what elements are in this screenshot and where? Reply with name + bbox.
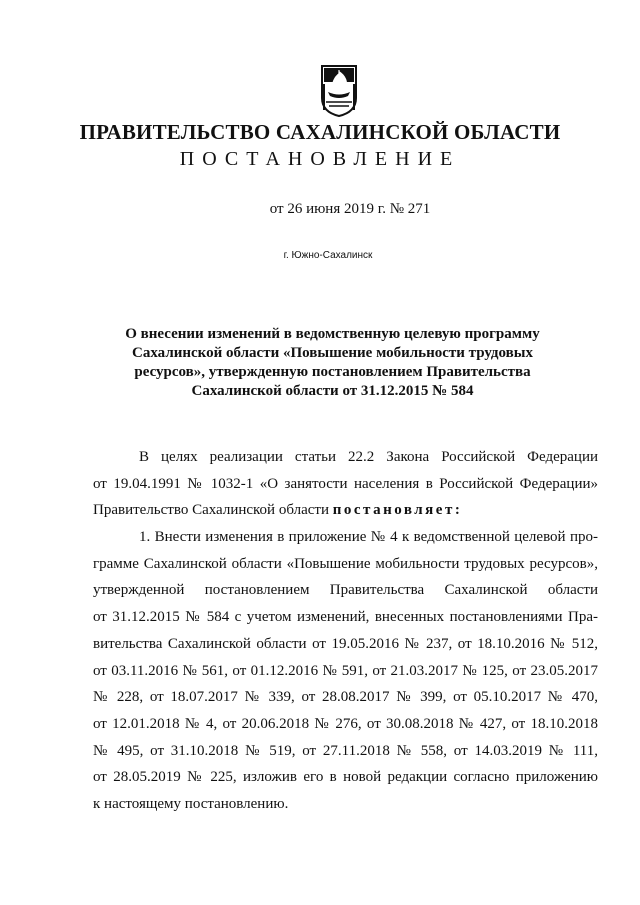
item1-line: от 31.12.2015 № 584 с учетом изменений, внесенных постановлениями Пра-: [93, 609, 598, 626]
decree-word: постановляет:: [332, 502, 463, 519]
subject-line: Сахалинской области «Повышение мобильности трудовых: [132, 345, 533, 361]
resolution-subject: [120, 325, 545, 401]
intro-line: от 19.04.1991 № 1032-1 «О занятости населения в Российской Федерации»: [93, 475, 598, 492]
item1-line: утвержденной постановлением Правительства Сахалинской области: [93, 582, 598, 599]
government-title: ПРАВИТЕЛЬСТВО САХАЛИНСКОЙ ОБЛАСТИ: [79, 120, 561, 144]
item1-line: грамме Сахалинской области «Повышение мобильности трудовых ресурсов»,: [93, 555, 598, 572]
subject-line: Сахалинской области от 31.12.2015 № 584: [191, 383, 474, 399]
item1-line: вительства Сахалинской области от 19.05.2016 № 237, от 18.10.2016 № 512,: [93, 635, 598, 652]
date-and-number: от 26 июня 2019 г. № 271: [269, 201, 431, 217]
intro-last-line: [93, 497, 598, 524]
item1-line: от 12.01.2018 № 4, от 20.06.2018 № 276, от 30.08.2018 № 427, от 18.10.2018: [93, 715, 598, 732]
subject-line: ресурсов», утвержденную постановлением Правительства: [134, 364, 531, 380]
intro-text: Правительство Сахалинской области: [93, 502, 333, 519]
item1-line: № 228, от 18.07.2017 № 339, от 28.08.2017 № 399, от 05.10.2017 № 470,: [93, 689, 598, 706]
resolution-body: [93, 444, 598, 818]
subject-line: О внесении изменений в ведомственную целевую программу: [125, 326, 540, 342]
intro-line: В целях реализации статьи 22.2 Закона Российской Федерации: [139, 449, 598, 465]
item1-line: № 495, от 31.10.2018 № 519, от 27.11.2018 № 558, от 14.03.2019 № 111,: [93, 742, 598, 759]
item1-line: 1. Внести изменения в приложение № 4 к ведомственной целевой про-: [139, 529, 598, 546]
document-type: ПОСТАНОВЛЕНИЕ: [179, 148, 461, 170]
item1-line: от 03.11.2016 № 561, от 01.12.2016 № 591, от 21.03.2017 № 125, от 23.05.2017: [93, 662, 598, 679]
item1-line: от 28.05.2019 № 225, изложив его в новой редакции согласно приложению: [93, 769, 598, 786]
sakhalin-coat-of-arms-icon: [320, 64, 358, 118]
city-of-issue: г. Южно-Сахалинск: [283, 250, 373, 261]
item1-line: к настоящему постановлению.: [93, 795, 289, 812]
